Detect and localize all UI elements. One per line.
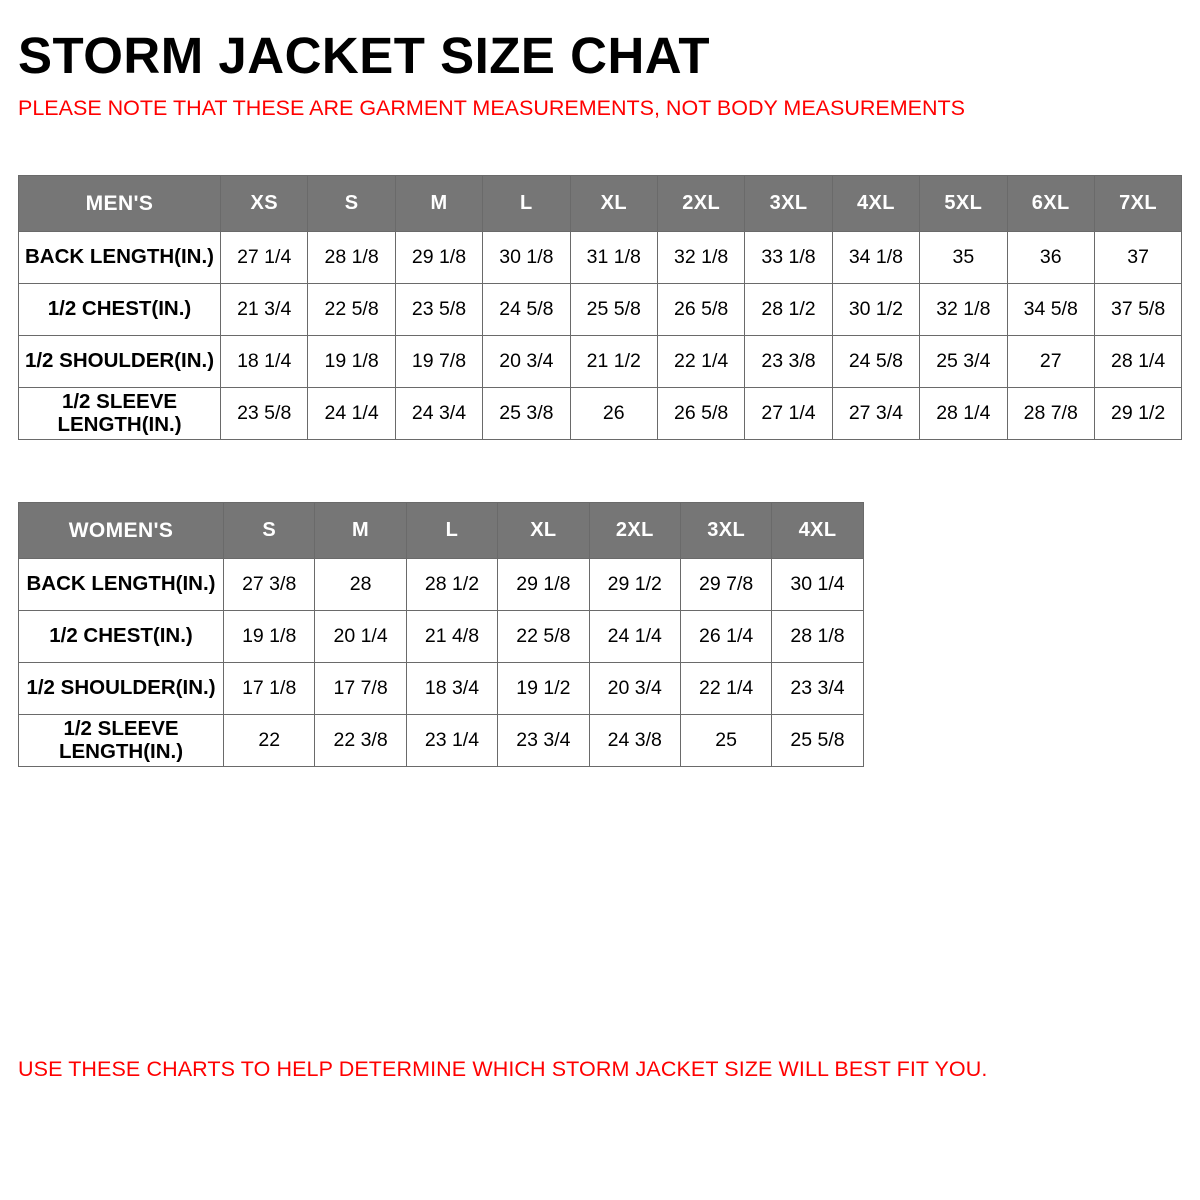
- cell: 19 1/8: [224, 611, 315, 663]
- row-label: BACK LENGTH(IN.): [19, 232, 221, 284]
- table-row: [19, 663, 864, 715]
- cell: 23 3/8: [745, 336, 832, 388]
- column-header: XL: [498, 503, 589, 559]
- column-header: S: [224, 503, 315, 559]
- column-header: XL: [570, 176, 657, 232]
- cell: 28 1/2: [406, 559, 497, 611]
- column-header: S: [308, 176, 395, 232]
- column-header: 4XL: [832, 176, 919, 232]
- column-header: L: [406, 503, 497, 559]
- cell: 31 1/8: [570, 232, 657, 284]
- row-label: 1/2 CHEST(IN.): [19, 611, 224, 663]
- cell: 26 5/8: [657, 284, 744, 336]
- cell: 24 1/4: [589, 611, 680, 663]
- womens-corner-label: WOMEN'S: [19, 503, 224, 559]
- column-header: 6XL: [1007, 176, 1094, 232]
- cell: 24 3/4: [395, 388, 482, 440]
- table-row: [19, 284, 1182, 336]
- row-label: 1/2 SHOULDER(IN.): [19, 336, 221, 388]
- cell: 28 1/8: [772, 611, 863, 663]
- cell: 25 3/8: [483, 388, 570, 440]
- cell: 20 3/4: [483, 336, 570, 388]
- column-header: 3XL: [680, 503, 771, 559]
- cell: 29 7/8: [680, 559, 771, 611]
- cell: 17 1/8: [224, 663, 315, 715]
- cell: 29 1/8: [498, 559, 589, 611]
- cell: 30 1/8: [483, 232, 570, 284]
- cell: 24 3/8: [589, 715, 680, 767]
- cell: 33 1/8: [745, 232, 832, 284]
- cell: 26 1/4: [680, 611, 771, 663]
- cell: 27 3/4: [832, 388, 919, 440]
- cell: 27 1/4: [745, 388, 832, 440]
- cell: 19 1/8: [308, 336, 395, 388]
- column-header: M: [395, 176, 482, 232]
- table-row: [19, 388, 1182, 440]
- cell: 22 5/8: [498, 611, 589, 663]
- table-spacer: [18, 440, 1182, 502]
- cell: 22 1/4: [657, 336, 744, 388]
- column-header: 5XL: [920, 176, 1007, 232]
- cell: 27: [1007, 336, 1094, 388]
- cell: 22: [224, 715, 315, 767]
- cell: 32 1/8: [657, 232, 744, 284]
- cell: 25 5/8: [570, 284, 657, 336]
- column-header: M: [315, 503, 406, 559]
- column-header: 2XL: [657, 176, 744, 232]
- cell: 28 7/8: [1007, 388, 1094, 440]
- cell: 26 5/8: [657, 388, 744, 440]
- cell: 23 3/4: [772, 663, 863, 715]
- cell: 30 1/2: [832, 284, 919, 336]
- row-label: 1/2 SHOULDER(IN.): [19, 663, 224, 715]
- table-header-row: [19, 503, 864, 559]
- table-row: [19, 611, 864, 663]
- cell: 18 3/4: [406, 663, 497, 715]
- cell: 25: [680, 715, 771, 767]
- table-row: [19, 559, 864, 611]
- footer-instruction-note: USE THESE CHARTS TO HELP DETERMINE WHICH STORM JACKET SIZE WILL BEST FIT YOU.: [18, 1057, 988, 1081]
- cell: 20 3/4: [589, 663, 680, 715]
- womens-size-table: [18, 502, 864, 767]
- column-header: 2XL: [589, 503, 680, 559]
- cell: 28 1/2: [745, 284, 832, 336]
- cell: 29 1/8: [395, 232, 482, 284]
- cell: 24 5/8: [832, 336, 919, 388]
- cell: 28 1/8: [308, 232, 395, 284]
- cell: 19 1/2: [498, 663, 589, 715]
- cell: 32 1/8: [920, 284, 1007, 336]
- table-row: [19, 336, 1182, 388]
- cell: 20 1/4: [315, 611, 406, 663]
- cell: 28 1/4: [1094, 336, 1181, 388]
- table-row: [19, 715, 864, 767]
- mens-size-table: [18, 175, 1182, 440]
- mens-size-table-wrapper: [18, 175, 1182, 440]
- cell: 23 5/8: [395, 284, 482, 336]
- column-header: 3XL: [745, 176, 832, 232]
- cell: 21 1/2: [570, 336, 657, 388]
- cell: 26: [570, 388, 657, 440]
- row-label: 1/2 SLEEVE LENGTH(IN.): [19, 388, 221, 440]
- cell: 27 1/4: [221, 232, 308, 284]
- column-header: XS: [221, 176, 308, 232]
- row-label: 1/2 SLEEVE LENGTH(IN.): [19, 715, 224, 767]
- cell: 34 1/8: [832, 232, 919, 284]
- mens-corner-label: MEN'S: [19, 176, 221, 232]
- column-header: L: [483, 176, 570, 232]
- garment-measurement-note: PLEASE NOTE THAT THESE ARE GARMENT MEASUREMENTS, NOT BODY MEASUREMENTS: [18, 96, 965, 121]
- cell: 23 1/4: [406, 715, 497, 767]
- cell: 35: [920, 232, 1007, 284]
- cell: 22 1/4: [680, 663, 771, 715]
- cell: 19 7/8: [395, 336, 482, 388]
- cell: 24 1/4: [308, 388, 395, 440]
- cell: 18 1/4: [221, 336, 308, 388]
- cell: 25 3/4: [920, 336, 1007, 388]
- row-label: BACK LENGTH(IN.): [19, 559, 224, 611]
- cell: 34 5/8: [1007, 284, 1094, 336]
- cell: 28: [315, 559, 406, 611]
- womens-size-table-wrapper: [18, 502, 1182, 767]
- cell: 23 3/4: [498, 715, 589, 767]
- cell: 23 5/8: [221, 388, 308, 440]
- cell: 24 5/8: [483, 284, 570, 336]
- table-header-row: [19, 176, 1182, 232]
- cell: 21 4/8: [406, 611, 497, 663]
- cell: 37: [1094, 232, 1181, 284]
- cell: 27 3/8: [224, 559, 315, 611]
- cell: 22 5/8: [308, 284, 395, 336]
- cell: 28 1/4: [920, 388, 1007, 440]
- column-header: 7XL: [1094, 176, 1181, 232]
- cell: 29 1/2: [589, 559, 680, 611]
- column-header: 4XL: [772, 503, 863, 559]
- row-label: 1/2 CHEST(IN.): [19, 284, 221, 336]
- table-row: [19, 232, 1182, 284]
- cell: 36: [1007, 232, 1094, 284]
- cell: 29 1/2: [1094, 388, 1181, 440]
- cell: 30 1/4: [772, 559, 863, 611]
- cell: 17 7/8: [315, 663, 406, 715]
- cell: 22 3/8: [315, 715, 406, 767]
- cell: 25 5/8: [772, 715, 863, 767]
- cell: 37 5/8: [1094, 284, 1181, 336]
- page-title: STORM JACKET SIZE CHAT: [18, 27, 710, 84]
- cell: 21 3/4: [221, 284, 308, 336]
